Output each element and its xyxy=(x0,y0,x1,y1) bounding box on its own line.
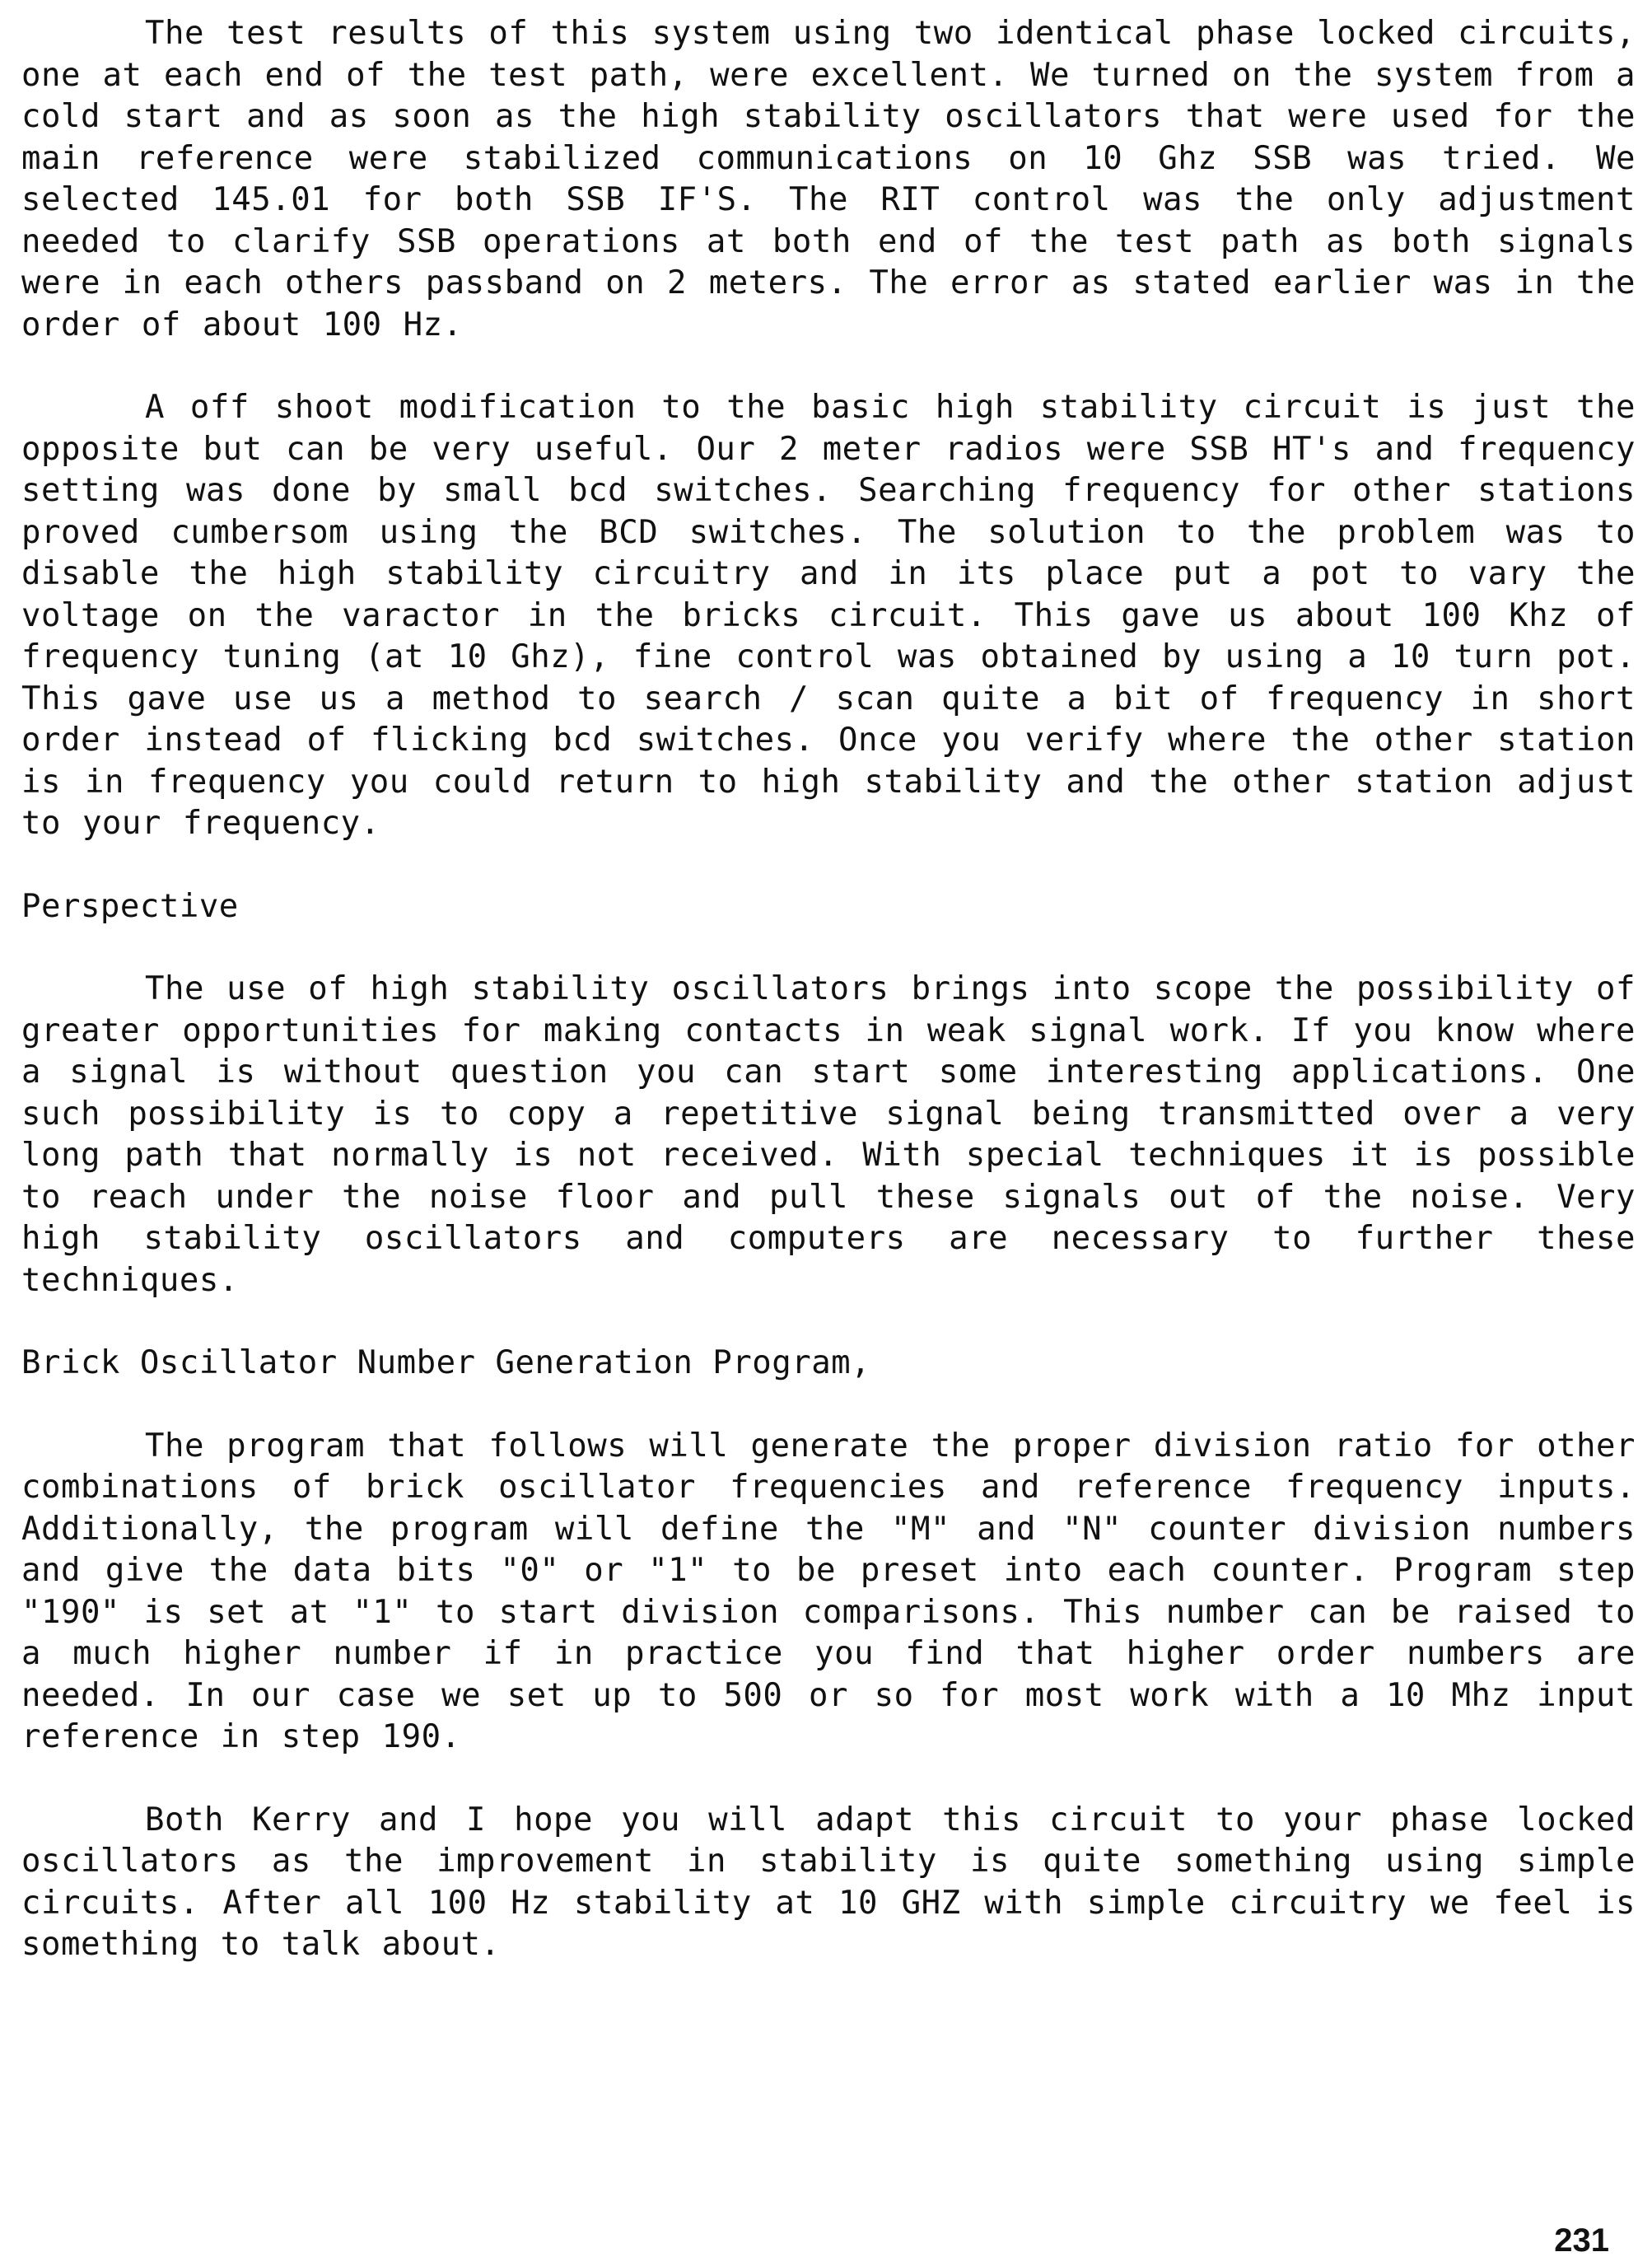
paragraph-test-results: The test results of this system using two identical phase locked circuits, one at each end of the test path, were excellent. We turned on the system from a cold start and as soon as the high stability oscillators that were used for the main reference were stabilized communications on 10 Ghz SSB was tried. We selected 145.01 for both SSB IF'S. The RIT control was the only adjustment needed to clarify SSB operations at both end of the test path as both signals were in each others passband on 2 meters. The error as stated earlier was in the order of about 100 Hz. xyxy=(21,15,1636,343)
paragraph-closing: Both Kerry and I hope you will adapt this circuit to your phase locked oscillators as the improvement in stability is quite something using simple circuits. After all 100 Hz stability at 10 GHZ with simple circuitry we feel is something to talk about. xyxy=(21,1801,1636,1963)
paragraph-spacer xyxy=(21,346,1636,387)
paragraph-spacer xyxy=(21,845,1636,886)
heading-perspective: Perspective xyxy=(21,887,239,925)
paragraph-spacer xyxy=(21,927,1636,969)
paragraph-spacer xyxy=(21,1385,1636,1426)
page-number: 231 xyxy=(1554,2222,1609,2259)
paragraph-offshoot-modification: A off shoot modification to the basic high stability circuit is just the opposite but can be very useful. Our 2 meter radios were SSB HT's and frequency setting was done by small bcd switches. Searching frequency for other stations proved cumbersom using the BCD switches. The solution to the problem was to disable the high stability circuitry and in its place put a pot to vary the voltage on the varactor in the bricks circuit. This gave us about 100 Khz of frequency tuning (at 10 Ghz), fine control was obtained by using a 10 turn pot. This gave use us a method to search / scan quite a bit of frequency in short order instead of flicking bcd switches. Once you verify where the other station is in frequency you could return to high stability and the other station adjust to your frequency. xyxy=(21,389,1636,842)
paragraph-spacer xyxy=(21,1301,1636,1343)
document-page xyxy=(21,13,1636,2250)
heading-program: Brick Oscillator Number Generation Program, xyxy=(21,1344,871,1381)
paragraph-perspective: The use of high stability oscillators brings into scope the possibility of greater opportunities for making contacts in weak signal work. If you know where a signal is without question you can start some interesting applications. One such possibility is to copy a repetitive signal being transmitted over a very long path that normally is not received. With special techniques it is possible to reach under the noise floor and pull these signals out of the noise. Very high stability oscillators and computers are necessary to further these techniques. xyxy=(21,970,1636,1299)
paragraph-program: The program that follows will generate the proper division ratio for other combinations of brick oscillator frequencies and reference frequency inputs. Additionally, the program will define the "M" and "N" counter division numbers and give the data bits "0" or "1" to be preset into each counter. Program step "190" is set at "1" to start division comparisons. This number can be raised to a much higher number if in practice you find that higher order numbers are needed. In our case we set up to 500 or so for most work with a 10 Mhz input reference in step 190. xyxy=(21,1427,1636,1755)
paragraph-spacer xyxy=(21,1759,1636,1800)
